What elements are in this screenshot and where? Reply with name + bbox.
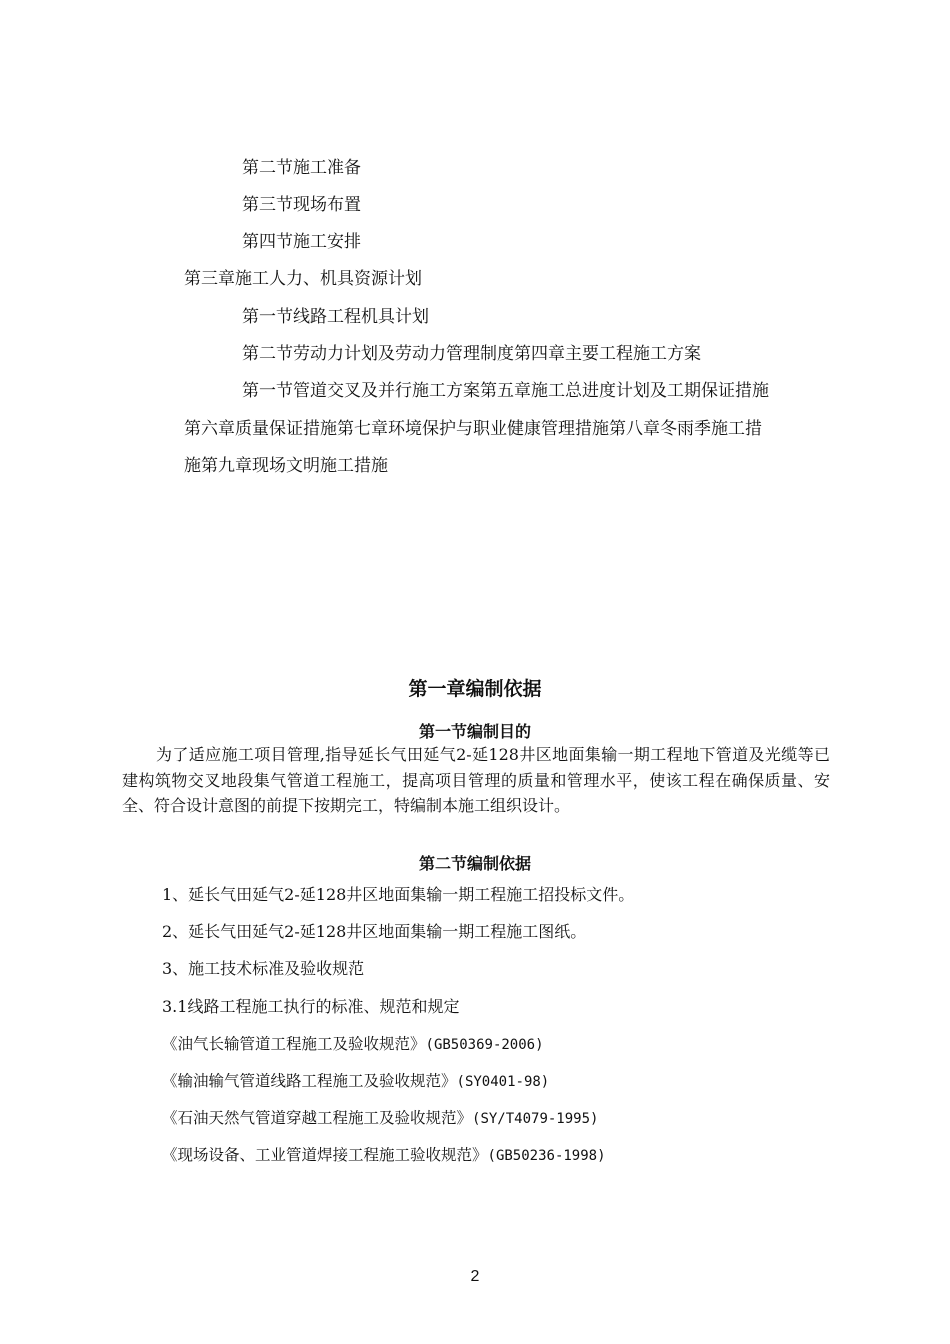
toc-line: 第三节现场布置 — [242, 195, 361, 215]
standard-code: (GB50369-2006) — [425, 1037, 544, 1053]
standard-code: (SY/T4079-1995) — [472, 1111, 599, 1127]
section-title: 第二节编制依据 — [418, 854, 531, 873]
standard-name: 《输油输气管道线路工程施工及验收规范》 — [162, 1072, 457, 1090]
standard-entry — [162, 1033, 544, 1056]
section-title: 第一节编制目的 — [418, 722, 531, 741]
basis-item: 1、延长气田延气2-延128井区地面集输一期工程施工招投标文件。 — [162, 885, 635, 904]
toc-line: 第四节施工安排 — [242, 232, 361, 252]
basis-item: 2、延长气田延气2-延128井区地面集输一期工程施工图纸。 — [162, 922, 587, 941]
standard-code: (GB50236-1998) — [487, 1148, 606, 1164]
standard-entry — [162, 1070, 549, 1093]
toc-line: 第六章质量保证措施第七章环境保护与职业健康管理措施第八章冬雨季施工措 — [184, 419, 762, 439]
page-number: 2 — [470, 1268, 480, 1285]
standard-name: 《石油天然气管道穿越工程施工及验收规范》 — [162, 1109, 473, 1127]
standard-entry — [162, 1107, 598, 1130]
toc-line: 第二节劳动力计划及劳动力管理制度第四章主要工程施工方案 — [242, 344, 701, 364]
section-paragraph: 为了适应施工项目管理,指导延长气田延气2-延128井区地面集输一期工程地下管道及光缆等已建构筑物交叉地段集气管道工程施工，提高项目管理的质量和管理水平，使该工程在确保质量、安全、符合设计意图的前提下按期完工，特编制本施工组织设计。 — [122, 745, 830, 815]
toc-line: 第一节管道交叉及并行施工方案第五章施工总进度计划及工期保证措施 — [242, 381, 769, 401]
standard-name: 《油气长输管道工程施工及验收规范》 — [162, 1035, 426, 1053]
basis-item: 3.1线路工程施工执行的标准、规范和规定 — [162, 997, 460, 1016]
toc-line: 第三章施工人力、机具资源计划 — [184, 269, 422, 289]
standard-entry — [162, 1144, 606, 1167]
toc-line: 施第九章现场文明施工措施 — [184, 456, 388, 476]
standard-code: (SY0401-98) — [456, 1074, 550, 1090]
basis-item: 3、施工技术标准及验收规范 — [162, 959, 365, 978]
toc-line: 第二节施工准备 — [242, 158, 361, 178]
toc-line: 第一节线路工程机具计划 — [242, 307, 429, 327]
chapter-title: 第一章编制依据 — [408, 678, 542, 700]
standard-name: 《现场设备、工业管道焊接工程施工验收规范》 — [162, 1146, 488, 1164]
